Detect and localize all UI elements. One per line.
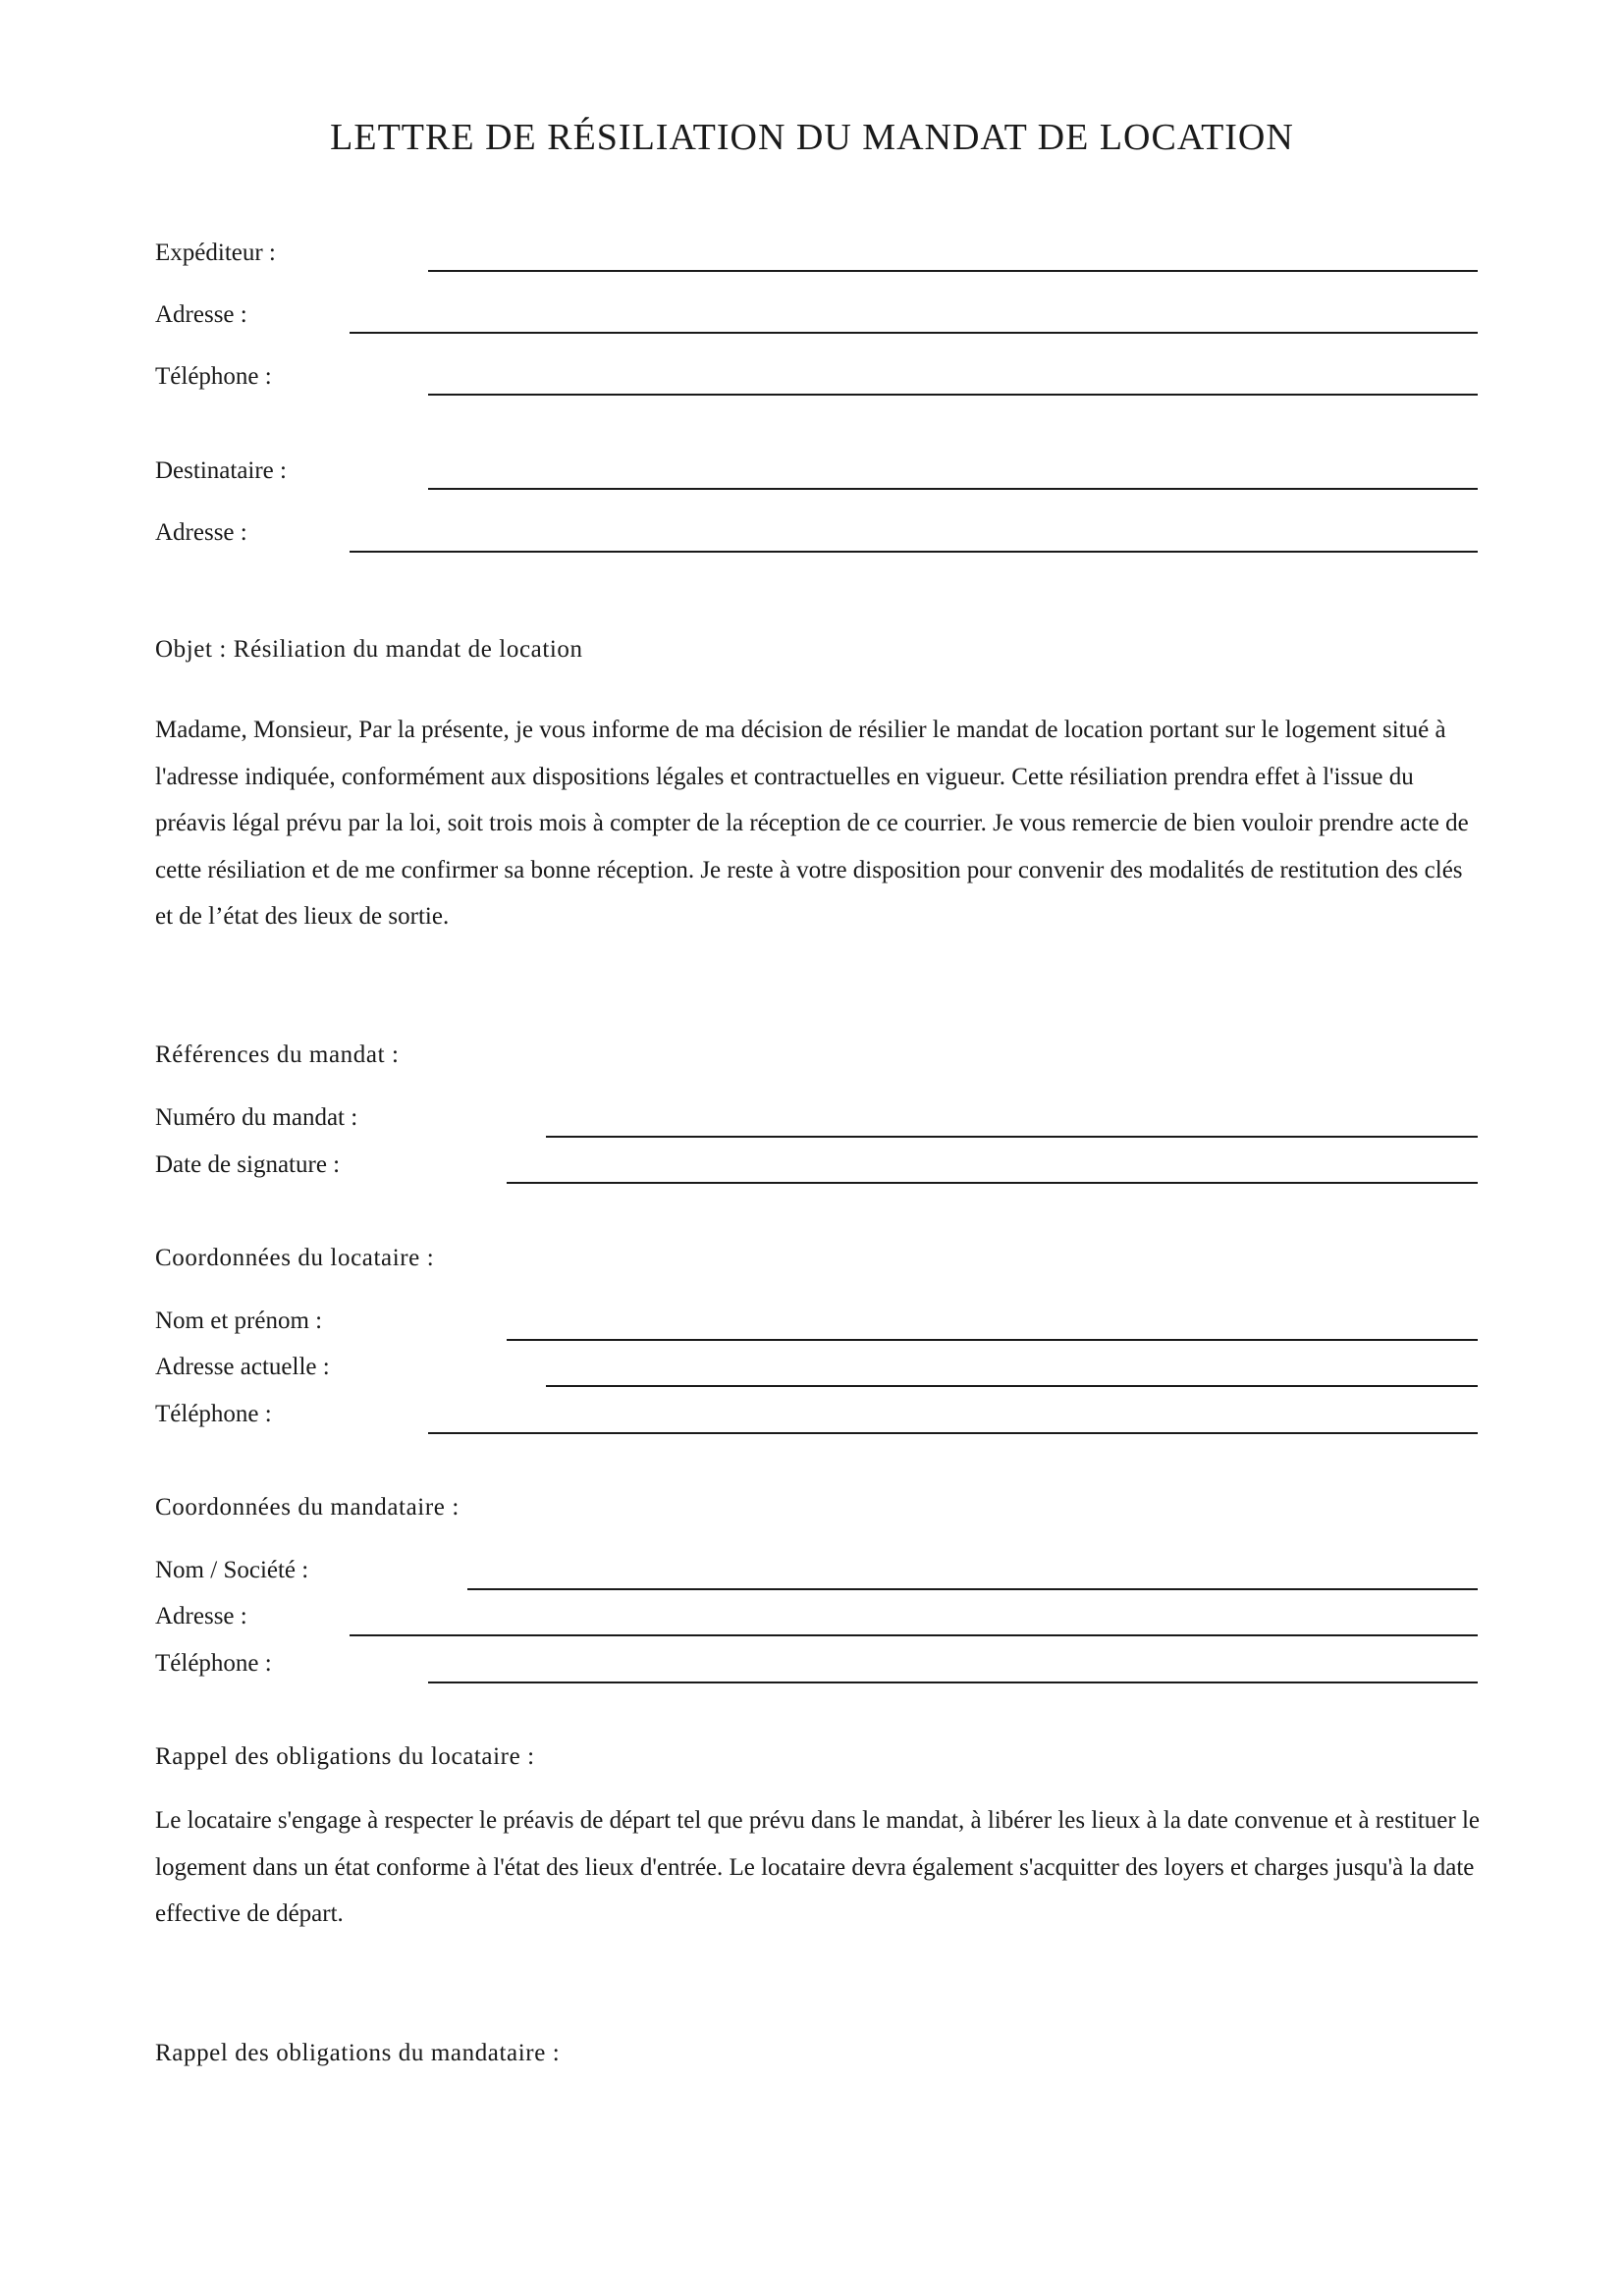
sender-field[interactable] (428, 270, 1478, 272)
agent-heading: Coordonnées du mandataire : (155, 1494, 460, 1521)
mandate-number-field[interactable] (546, 1136, 1478, 1138)
tenant-heading: Coordonnées du locataire : (155, 1245, 435, 1271)
tenant-obligations-text: Le locataire s'engage à respecter le préavis de départ tel que prévu dans le mandat, à libérer les lieux à la date convenue et à restituer le logement dans un état conforme à l'état des lieux d'entrée. Le locataire devra également s'acquitter des loyers et charges jusqu'à la date effective de départ. (155, 1807, 1480, 1927)
recipient-address-field[interactable] (350, 551, 1478, 553)
tenant-address-field[interactable] (546, 1385, 1478, 1387)
agent-address-field[interactable] (350, 1634, 1478, 1636)
signature-date-field[interactable] (507, 1182, 1478, 1184)
sender-phone-label: Téléphone : (155, 363, 272, 390)
sender-address-field[interactable] (350, 332, 1478, 334)
subject-line: Objet : Résiliation du mandat de location (155, 636, 583, 663)
tenant-name-label: Nom et prénom : (155, 1308, 323, 1334)
recipient-label: Destinataire : (155, 457, 287, 484)
agent-company-field[interactable] (467, 1588, 1478, 1590)
agent-address-label: Adresse : (155, 1603, 247, 1629)
signature-date-label: Date de signature : (155, 1151, 341, 1178)
tenant-name-field[interactable] (507, 1339, 1478, 1341)
recipient-field[interactable] (428, 488, 1478, 490)
agent-obligations-heading: Rappel des obligations du mandataire : (155, 2040, 561, 2066)
agent-phone-label: Téléphone : (155, 1650, 272, 1677)
tenant-phone-field[interactable] (428, 1432, 1478, 1434)
body-paragraph: Madame, Monsieur, Par la présente, je vous informe de ma décision de résilier le mandat de location portant sur le logement situé à l'adresse indiquée, conformément aux dispositions légales et contractuelles en vigueur. Cette résiliation prendra effet à l'issue du préavis légal prévu par la loi, soit trois mois à compter de la réception de ce courrier. Je vous remercie de bien vouloir prendre acte de cette résiliation et de me confirmer sa bonne réception. Je reste à votre disposition pour convenir des modalités de restitution des clés et de l’état des lieux de sortie. (155, 717, 1469, 930)
sender-phone-field[interactable] (428, 394, 1478, 396)
sender-address-label: Adresse : (155, 301, 247, 328)
mandate-refs-heading: Références du mandat : (155, 1041, 400, 1068)
document-title: LETTRE DE RÉSILIATION DU MANDAT DE LOCATION (330, 117, 1294, 158)
tenant-address-label: Adresse actuelle : (155, 1354, 330, 1380)
recipient-address-label: Adresse : (155, 519, 247, 546)
agent-company-label: Nom / Société : (155, 1557, 309, 1583)
agent-phone-field[interactable] (428, 1682, 1478, 1683)
sender-label: Expéditeur : (155, 240, 276, 266)
tenant-obligations-heading: Rappel des obligations du locataire : (155, 1743, 535, 1770)
mandate-number-label: Numéro du mandat : (155, 1104, 358, 1131)
tenant-phone-label: Téléphone : (155, 1401, 272, 1427)
